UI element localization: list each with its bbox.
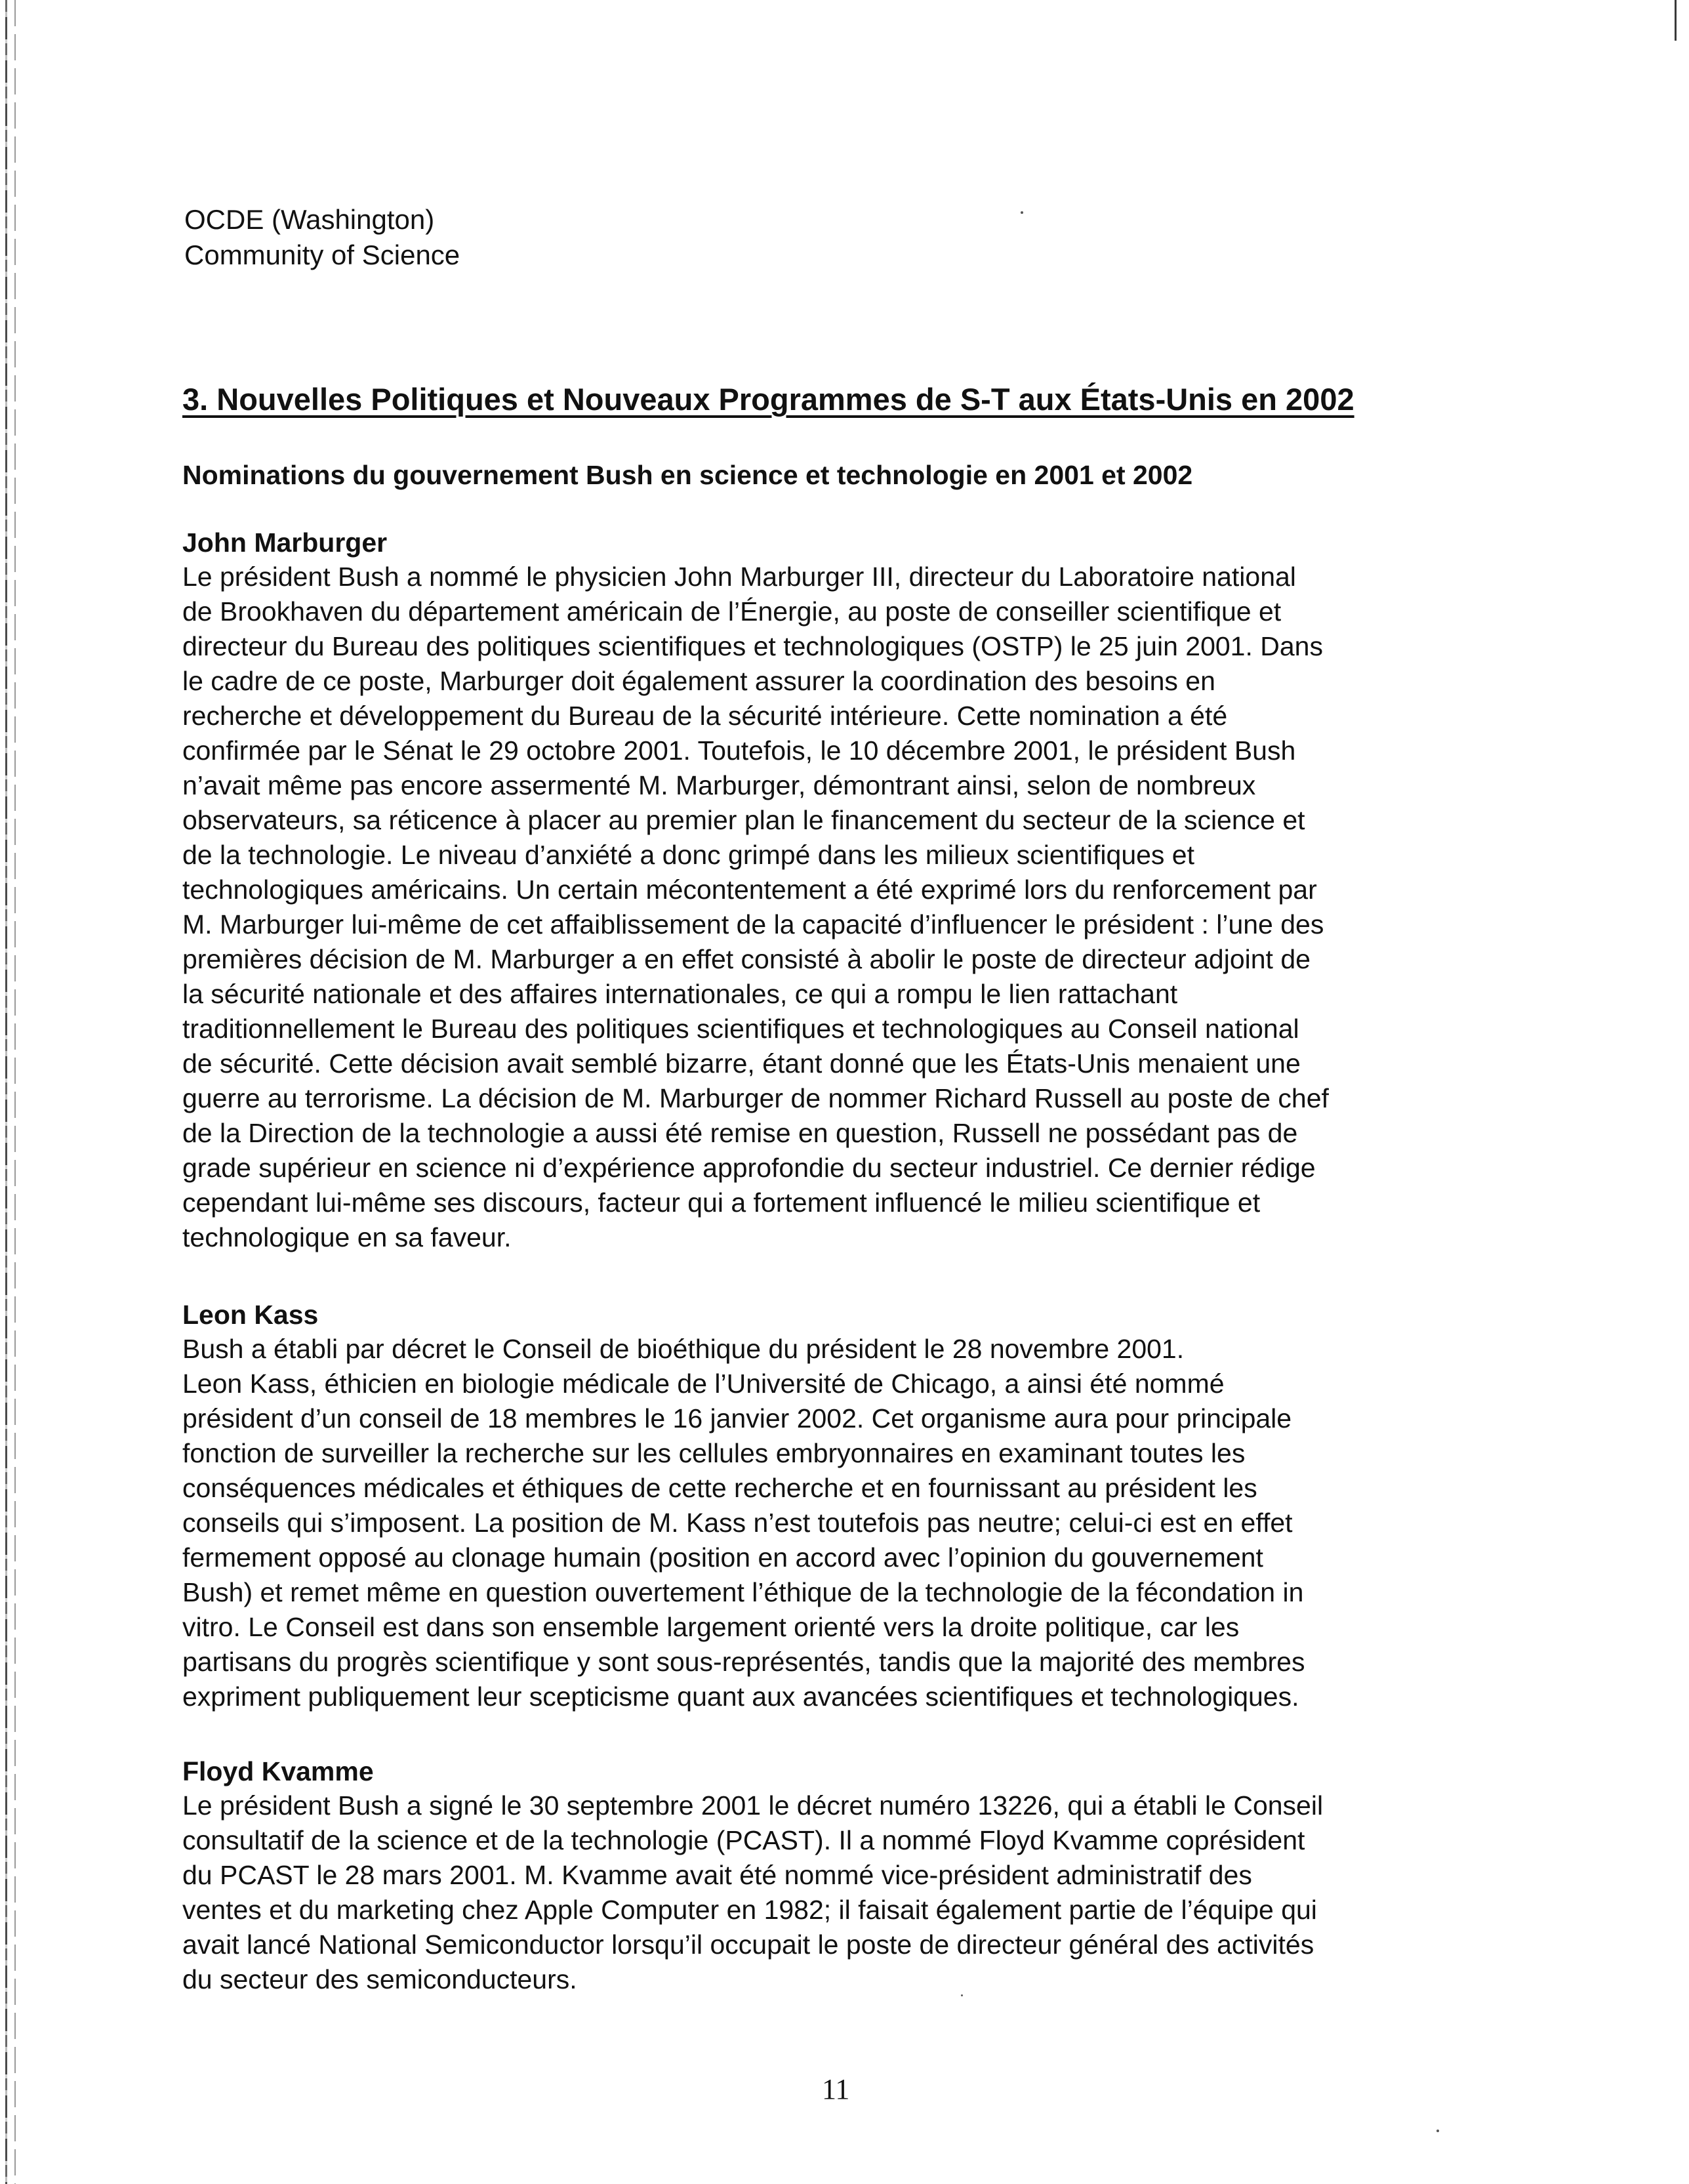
bio-line: avait lancé National Semiconductor lorsqu’il occupait le poste de directeur général des activités bbox=[182, 1929, 1314, 1960]
bio-line: cependant lui-même ses discours, facteur qui a fortement influencé le milieu scientifique et bbox=[182, 1187, 1261, 1218]
subsection-title: Nominations du gouvernement Bush en science et technologie en 2001 et 2002 bbox=[182, 460, 1193, 490]
person-name: John Marburger bbox=[182, 527, 388, 558]
bio-line: fonction de surveiller la recherche sur les cellules embryonnaires en examinant toutes les bbox=[182, 1438, 1246, 1468]
bio-line: consultatif de la science et de la technologie (PCAST). Il a nommé Floyd Kvamme coprésident bbox=[182, 1825, 1305, 1855]
person-name: Leon Kass bbox=[182, 1300, 319, 1330]
bio-line: n’avait même pas encore assermenté M. Marburger, démontrant ainsi, selon de nombreux bbox=[182, 770, 1256, 800]
bio-line: fermement opposé au clonage humain (position en accord avec l’opinion du gouvernement bbox=[182, 1542, 1263, 1573]
scan-speck bbox=[1436, 2130, 1439, 2132]
bio-line: Le président Bush a nommé le physicien John Marburger III, directeur du Laboratoire national bbox=[182, 562, 1296, 592]
person-bio bbox=[182, 1332, 1481, 1714]
scan-speck bbox=[1021, 211, 1023, 214]
person-entry-marburger bbox=[182, 525, 1494, 1255]
bio-line: partisans du progrès scientifique y sont sous-représentés, tandis que la majorité des membres bbox=[182, 1647, 1305, 1677]
bio-line: M. Marburger lui-même de cet affaiblissement de la capacité d’influencer le président : l’une des bbox=[182, 909, 1324, 939]
scan-edge-left-secondary bbox=[14, 0, 16, 2184]
bio-line: traditionnellement le Bureau des politiques scientifiques et technologiques au Conseil national bbox=[182, 1014, 1299, 1044]
bio-line: premières décision de M. Marburger a en effet consisté à abolir le poste de directeur adjoint de bbox=[182, 944, 1311, 974]
bio-line: guerre au terrorisme. La décision de M. Marburger de nommer Richard Russell au poste de chef bbox=[182, 1083, 1329, 1113]
section-title: 3. Nouvelles Politiques et Nouveaux Programmes de S-T aux États-Unis en 2002 bbox=[182, 382, 1354, 417]
bio-line: confirmée par le Sénat le 29 octobre 2001. Toutefois, le 10 décembre 2001, le président Bush bbox=[182, 735, 1296, 766]
person-entry-kvamme bbox=[182, 1754, 1494, 1997]
bio-line: recherche et développement du Bureau de la sécurité intérieure. Cette nomination a été bbox=[182, 701, 1228, 731]
bio-line: directeur du Bureau des politiques scientifiques et technologiques (OSTP) le 25 juin 2001. Dans bbox=[182, 631, 1323, 661]
person-bio bbox=[182, 560, 1481, 1255]
person-entry-kass bbox=[182, 1298, 1494, 1714]
bio-line: Le président Bush a signé le 30 septembre 2001 le décret numéro 13226, qui a établi le Conseil bbox=[182, 1790, 1324, 1821]
bio-line: de la Direction de la technologie a aussi été remise en question, Russell ne possédant pas de bbox=[182, 1118, 1298, 1148]
scan-edge-right bbox=[1675, 0, 1677, 41]
bio-line: Leon Kass, éthicien en biologie médicale de l’Université de Chicago, a ainsi été nommé bbox=[182, 1369, 1225, 1399]
bio-line: la sécurité nationale et des affaires internationales, ce qui a rompu le lien rattachant bbox=[182, 979, 1178, 1009]
bio-line: conseils qui s’imposent. La position de M. Kass n’est toutefois pas neutre; celui-ci est en effet bbox=[182, 1508, 1293, 1538]
bio-line: technologiques américains. Un certain mécontentement a été exprimé lors du renforcement par bbox=[182, 875, 1317, 905]
bio-line: du secteur des semiconducteurs. bbox=[182, 1964, 577, 1994]
person-name: Floyd Kvamme bbox=[182, 1756, 374, 1786]
bio-line: de Brookhaven du département américain de l’Énergie, au poste de conseiller scientifique et bbox=[182, 596, 1282, 627]
bio-line: technologique en sa faveur. bbox=[182, 1222, 512, 1252]
page-number: 11 bbox=[822, 2073, 850, 2105]
bio-line: du PCAST le 28 mars 2001. M. Kvamme avait été nommé vice-président administratif des bbox=[182, 1860, 1252, 1890]
header-organization: OCDE (Washington) bbox=[184, 204, 435, 235]
bio-line: observateurs, sa réticence à placer au premier plan le financement du secteur de la science et bbox=[182, 805, 1305, 835]
header-source: Community of Science bbox=[184, 239, 460, 270]
bio-line: expriment publiquement leur scepticisme quant aux avancées scientifiques et technologiques. bbox=[182, 1681, 1299, 1712]
bio-line: Bush a établi par décret le Conseil de bioéthique du président le 28 novembre 2001. bbox=[182, 1334, 1185, 1364]
bio-line: conséquences médicales et éthiques de cette recherche et en fournissant au président les bbox=[182, 1473, 1257, 1503]
bio-line: vitro. Le Conseil est dans son ensemble largement orienté vers la droite politique, car les bbox=[182, 1612, 1240, 1642]
bio-line: de sécurité. Cette décision avait semblé bizarre, étant donné que les États-Unis menaient une bbox=[182, 1048, 1301, 1079]
document-header bbox=[184, 202, 460, 273]
bio-line: président d’un conseil de 18 membres le 16 janvier 2002. Cet organisme aura pour principale bbox=[182, 1403, 1292, 1433]
scan-edge-left bbox=[5, 0, 7, 2184]
person-bio bbox=[182, 1788, 1481, 1997]
bio-line: Bush) et remet même en question ouvertement l’éthique de la technologie de la fécondation in bbox=[182, 1577, 1304, 1607]
bio-line: le cadre de ce poste, Marburger doit également assurer la coordination des besoins en bbox=[182, 666, 1215, 696]
bio-line: de la technologie. Le niveau d’anxiété a donc grimpé dans les milieux scientifiques et bbox=[182, 840, 1195, 870]
bio-line: grade supérieur en science ni d’expérience approfondie du secteur industriel. Ce dernier rédige bbox=[182, 1153, 1316, 1183]
bio-line: ventes et du marketing chez Apple Computer en 1982; il faisait également partie de l’équipe qui bbox=[182, 1895, 1317, 1925]
